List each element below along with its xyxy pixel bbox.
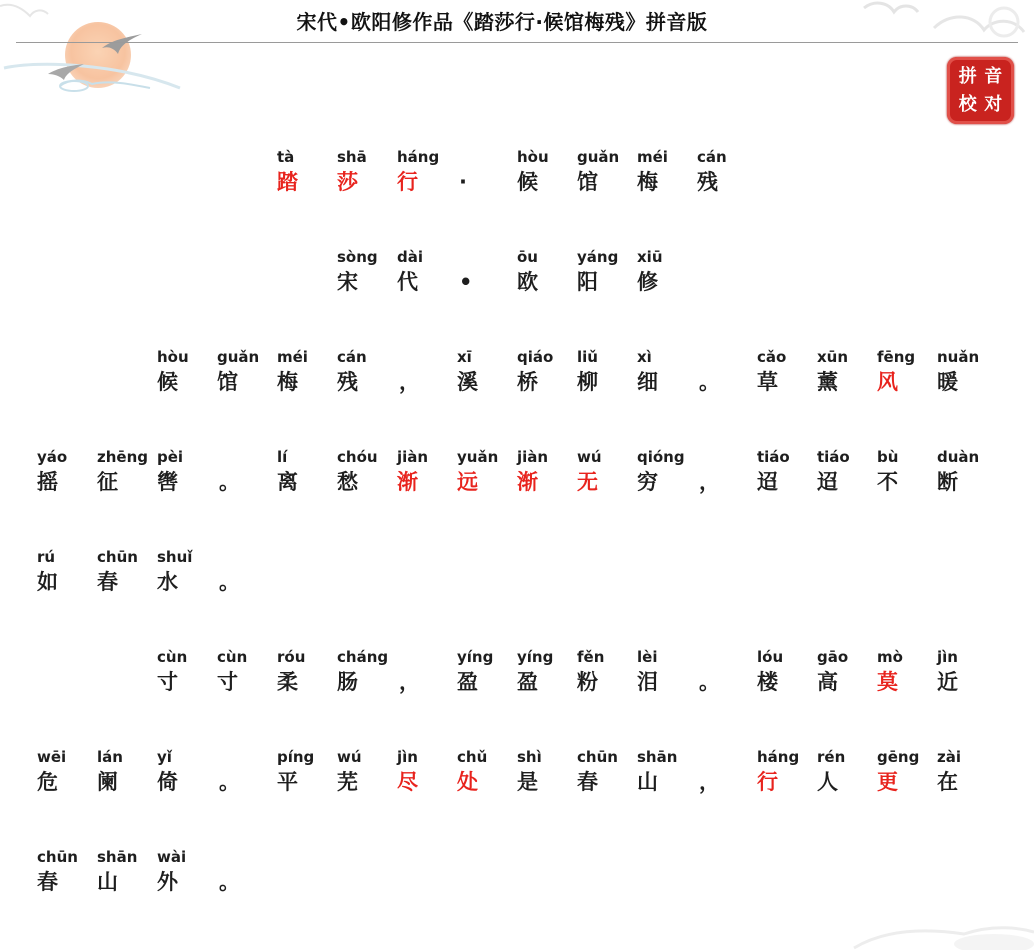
character-cell (637, 448, 697, 508)
seal-char: 拼 (958, 66, 977, 87)
character-cell (337, 148, 397, 208)
pinyin-text: wài (157, 848, 187, 866)
pinyin-text: shā (337, 148, 367, 166)
character-cell (457, 348, 517, 408)
pinyin-text: rú (37, 548, 56, 566)
hanzi-character: 无 (577, 470, 598, 494)
hanzi-character: 莫 (877, 670, 898, 694)
character-cell (577, 348, 637, 408)
page-title: 宋代•欧阳修作品《踏莎行·候馆梅残》拼音版 (296, 10, 708, 34)
pinyin-text: chūn (577, 748, 618, 766)
hanzi-character: 危 (37, 770, 58, 794)
pinyin-text: róu (277, 648, 306, 666)
poem-line (0, 348, 1034, 408)
pinyin-text: chūn (37, 848, 78, 866)
pinyin-text: shān (637, 748, 678, 766)
hanzi-character: 寸 (217, 670, 238, 694)
pinyin-text: cán (697, 148, 727, 166)
character-cell (157, 848, 217, 908)
pinyin-text: lóu (757, 648, 784, 666)
character-cell (277, 348, 337, 408)
hanzi-character: 处 (457, 770, 478, 794)
pinyin-text: hòu (517, 148, 549, 166)
pinyin-text: tà (277, 148, 295, 166)
pinyin-text: yíng (457, 648, 494, 666)
pinyin-text: wú (577, 448, 602, 466)
character-cell (277, 648, 337, 708)
hanzi-character: 近 (937, 670, 958, 694)
character-cell (877, 448, 937, 508)
hanzi-character: 阑 (97, 770, 118, 794)
punctuation-cell (697, 648, 757, 708)
pinyin-text: chǔ (457, 748, 488, 766)
character-cell (37, 748, 97, 808)
hanzi-character: 残 (337, 370, 358, 394)
character-cell (337, 348, 397, 408)
seal-char: 音 (984, 66, 1003, 87)
hanzi-character: 在 (937, 770, 958, 794)
hanzi-character: 春 (97, 570, 118, 594)
hanzi-character: 粉 (577, 670, 598, 694)
author-line (0, 248, 1034, 308)
pinyin-text: gēng (877, 748, 920, 766)
punctuation-cell (217, 548, 277, 608)
punctuation-mark: • (459, 270, 473, 294)
hanzi-character: 迢 (757, 470, 778, 494)
character-cell (817, 448, 877, 508)
pinyin-text: rén (817, 748, 846, 766)
seal-char: 校 (958, 93, 977, 115)
character-cell (457, 448, 517, 508)
pinyin-text: tiáo (817, 448, 850, 466)
character-cell (97, 748, 157, 808)
hanzi-character: 渐 (517, 470, 538, 494)
hanzi-character: 芜 (337, 770, 358, 794)
character-cell (637, 348, 697, 408)
pinyin-text: cùn (217, 648, 248, 666)
hanzi-character: 细 (637, 370, 658, 394)
character-cell (217, 648, 277, 708)
character-cell (697, 148, 757, 208)
character-cell (877, 348, 937, 408)
punctuation-cell (457, 248, 517, 308)
character-cell (757, 348, 817, 408)
hanzi-character: 山 (637, 770, 658, 794)
poem-line (0, 848, 1034, 908)
pinyin-text: jìn (937, 648, 958, 666)
hanzi-character: 盈 (517, 670, 538, 694)
character-cell (397, 448, 457, 508)
character-cell (97, 448, 157, 508)
punctuation-mark: 。 (219, 570, 240, 594)
character-cell (97, 848, 157, 908)
character-cell (577, 748, 637, 808)
character-cell (937, 448, 997, 508)
punctuation-mark: ， (399, 670, 420, 694)
hanzi-character: 愁 (337, 470, 358, 494)
character-cell (637, 148, 697, 208)
pinyin-text: yáo (37, 448, 68, 466)
hanzi-character: 人 (817, 770, 838, 794)
character-cell (337, 648, 397, 708)
character-cell (577, 648, 637, 708)
hanzi-character: 桥 (517, 370, 538, 394)
character-cell (517, 248, 577, 308)
hanzi-character: 修 (637, 270, 658, 294)
hanzi-character: 如 (37, 570, 58, 594)
pinyin-text: bù (877, 448, 899, 466)
hanzi-character: 辔 (157, 470, 178, 494)
punctuation-cell (697, 348, 757, 408)
hanzi-character: 渐 (397, 470, 418, 494)
pinyin-text: chūn (97, 548, 138, 566)
hanzi-character: 外 (157, 870, 178, 894)
punctuation-mark: ， (699, 470, 720, 494)
character-cell (817, 348, 877, 408)
pinyin-text: fěn (577, 648, 605, 666)
hanzi-character: 远 (457, 470, 478, 494)
pinyin-text: guǎn (577, 148, 620, 166)
hanzi-character: 尽 (397, 770, 418, 794)
hanzi-character: 欧 (517, 270, 538, 294)
pinyin-text: nuǎn (937, 348, 980, 366)
punctuation-mark: ， (699, 770, 720, 794)
pinyin-text: yǐ (157, 748, 172, 766)
character-cell (757, 448, 817, 508)
character-cell (757, 648, 817, 708)
pinyin-text: jiàn (397, 448, 429, 466)
pinyin-text: mò (877, 648, 903, 666)
pinyin-text: fēng (877, 348, 916, 366)
hanzi-character: 平 (277, 770, 298, 794)
title-line (0, 148, 1034, 208)
punctuation-cell (397, 348, 457, 408)
character-cell (157, 648, 217, 708)
punctuation-mark: 。 (219, 470, 240, 494)
pinyin-text: zhēng (97, 448, 148, 466)
hanzi-character: 行 (757, 770, 778, 794)
pinyin-text: duàn (937, 448, 980, 466)
hanzi-character: 残 (697, 170, 718, 194)
character-cell (157, 748, 217, 808)
hanzi-character: 宋 (337, 270, 358, 294)
punctuation-mark: 。 (219, 770, 240, 794)
pinyin-text: wú (337, 748, 362, 766)
hanzi-character: 高 (817, 670, 838, 694)
hanzi-character: 肠 (337, 670, 358, 694)
pinyin-text: cǎo (757, 348, 787, 366)
character-cell (157, 348, 217, 408)
hanzi-character: 泪 (637, 670, 658, 694)
hanzi-character: 寸 (157, 670, 178, 694)
character-cell (337, 448, 397, 508)
hanzi-character: 暖 (937, 370, 958, 394)
hanzi-character: 候 (517, 170, 538, 194)
pinyin-text: méi (637, 148, 668, 166)
hanzi-character: 迢 (817, 470, 838, 494)
hanzi-character: 梅 (637, 170, 658, 194)
poem-line (0, 548, 1034, 608)
character-cell (637, 648, 697, 708)
character-cell (397, 748, 457, 808)
character-cell (577, 248, 637, 308)
hanzi-character: 柳 (577, 370, 598, 394)
character-cell (457, 748, 517, 808)
hanzi-character: 风 (877, 370, 898, 394)
pinyin-text: ōu (517, 248, 538, 266)
pinyin-text: yáng (577, 248, 619, 266)
seal-char: 对 (984, 93, 1003, 115)
hanzi-character: 楼 (757, 670, 778, 694)
poem-line (0, 748, 1034, 808)
hanzi-character: 征 (97, 470, 118, 494)
hanzi-character: 代 (397, 270, 418, 294)
punctuation-mark: 。 (219, 870, 240, 894)
pinyin-text: gāo (817, 648, 849, 666)
character-cell (637, 748, 697, 808)
pinyin-text: píng (277, 748, 315, 766)
pinyin-text: dài (397, 248, 424, 266)
pinyin-text: tiáo (757, 448, 790, 466)
pinyin-text: cùn (157, 648, 188, 666)
hanzi-character: 行 (397, 170, 418, 194)
pinyin-text: hòu (157, 348, 189, 366)
character-cell (37, 848, 97, 908)
pinyin-text: yíng (517, 648, 554, 666)
hanzi-character: 穷 (637, 470, 658, 494)
punctuation-mark: 。 (699, 370, 720, 394)
hanzi-character: 溪 (457, 370, 478, 394)
character-cell (397, 148, 457, 208)
punctuation-cell (217, 848, 277, 908)
character-cell (517, 748, 577, 808)
hanzi-character: 摇 (37, 470, 58, 494)
pinyin-text: qióng (637, 448, 685, 466)
hanzi-character: 候 (157, 370, 178, 394)
pinyin-text: lèi (637, 648, 658, 666)
character-cell (277, 748, 337, 808)
pinyin-text: xūn (817, 348, 849, 366)
character-cell (517, 148, 577, 208)
punctuation-cell (697, 448, 757, 508)
character-cell (457, 648, 517, 708)
hanzi-character: 离 (277, 470, 298, 494)
character-cell (277, 448, 337, 508)
pinyin-text: háng (397, 148, 440, 166)
pinyin-text: cán (337, 348, 367, 366)
hanzi-character: 是 (517, 770, 538, 794)
character-cell (937, 348, 997, 408)
character-cell (97, 548, 157, 608)
poem-line (0, 648, 1034, 708)
pinyin-text: shì (517, 748, 542, 766)
pinyin-text: shuǐ (157, 548, 193, 566)
character-cell (157, 548, 217, 608)
pinyin-text: jìn (397, 748, 418, 766)
character-cell (937, 748, 997, 808)
punctuation-mark: ， (399, 370, 420, 394)
hanzi-character: 草 (757, 370, 778, 394)
character-cell (37, 548, 97, 608)
pinyin-text: chóu (337, 448, 378, 466)
pinyin-text: yuǎn (457, 448, 499, 466)
character-cell (577, 448, 637, 508)
character-cell (877, 648, 937, 708)
pinyin-text: háng (757, 748, 800, 766)
pinyin-text: xiū (637, 248, 663, 266)
pinyin-text: lí (277, 448, 288, 466)
character-cell (877, 748, 937, 808)
pinyin-text: xì (637, 348, 652, 366)
hanzi-character: 踏 (277, 170, 298, 194)
pinyin-text: jiàn (517, 448, 549, 466)
hanzi-character: 春 (577, 770, 598, 794)
hanzi-character: 盈 (457, 670, 478, 694)
character-cell (217, 348, 277, 408)
pinyin-text: xī (457, 348, 472, 366)
character-cell (157, 448, 217, 508)
punctuation-cell (217, 748, 277, 808)
character-cell (577, 148, 637, 208)
character-cell (517, 648, 577, 708)
hanzi-character: 更 (877, 770, 898, 794)
hanzi-character: 春 (37, 870, 58, 894)
character-cell (757, 748, 817, 808)
character-cell (637, 248, 697, 308)
pinyin-text: shān (97, 848, 138, 866)
punctuation-mark: · (459, 170, 467, 194)
pinyin-text: qiáo (517, 348, 554, 366)
pinyin-text: lán (97, 748, 123, 766)
hanzi-character: 馆 (577, 170, 598, 194)
character-cell (937, 648, 997, 708)
punctuation-cell (397, 648, 457, 708)
character-cell (337, 248, 397, 308)
character-cell (397, 248, 457, 308)
hanzi-character: 馆 (217, 370, 238, 394)
punctuation-cell (457, 148, 517, 208)
character-cell (337, 748, 397, 808)
pinyin-text: liǔ (577, 348, 598, 366)
pinyin-text: pèi (157, 448, 184, 466)
character-cell (517, 348, 577, 408)
hanzi-character: 倚 (157, 770, 178, 794)
character-cell (817, 748, 877, 808)
poem-line (0, 448, 1034, 508)
hanzi-character: 阳 (577, 270, 598, 294)
punctuation-mark: 。 (699, 670, 720, 694)
hanzi-character: 莎 (337, 170, 358, 194)
pinyin-text: guǎn (217, 348, 260, 366)
hanzi-character: 山 (97, 870, 118, 894)
character-cell (277, 148, 337, 208)
character-cell (817, 648, 877, 708)
character-cell (517, 448, 577, 508)
hanzi-character: 水 (157, 570, 178, 594)
pinyin-text: zài (937, 748, 961, 766)
pinyin-text: wēi (37, 748, 67, 766)
punctuation-cell (697, 748, 757, 808)
punctuation-cell (217, 448, 277, 508)
hanzi-character: 梅 (277, 370, 298, 394)
pinyin-text: sòng (337, 248, 378, 266)
pinyin-text: cháng (337, 648, 389, 666)
hanzi-character: 薰 (817, 370, 838, 394)
character-cell (37, 448, 97, 508)
hanzi-character: 断 (937, 470, 958, 494)
hanzi-character: 不 (877, 470, 898, 494)
pinyin-text: méi (277, 348, 308, 366)
hanzi-character: 柔 (277, 670, 298, 694)
